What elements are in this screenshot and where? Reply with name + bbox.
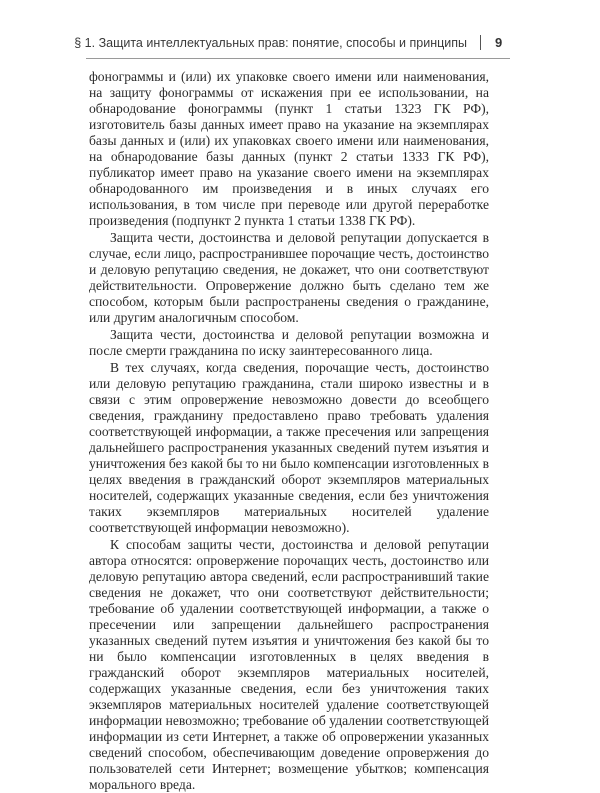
paragraph: В тех случаях, когда сведения, порочащие честь, достоинство или деловую репутацию гражданина, стали широко известны и в связи с этим опровержение невозможно довести до всеобщего сведения, гражданину предоставлено право требовать удаления соответствующей информации, а также пресечения или запрещения дальнейшего распространения указанных сведений путем изъятия и уничтожения без какой бы то ни было компенсации изготовленных в целях введения в гражданский оборот экземпляров материальных носителей, содержащих указанные сведения, если без уничтожения таких экземпляров материальных носителей удаление соответствующей информации невозможно). [89,360,489,535]
paragraph: Защита чести, достоинства и деловой репутации допускается в случае, если лицо, распространившее порочащие честь, достоинство и деловую репутацию сведения, не докажет, что они соответствуют действительности. Опровержение должно быть сделано тем же способом, которым были распространены сведения о гражданине, или другим аналогичным способом. [89,230,489,325]
paragraph: К способам защиты чести, достоинства и деловой репутации автора относятся: опровержение порочащих честь, достоинство или деловую репутацию автора сведений, если распространивший такие сведения не докажет, что они соответствуют действительности; требование об удалении соответствующей информации, а также о пресечении или запрещении дальнейшего распространения указанных сведений путем изъятия и уничтожения без какой бы то ни было компенсации изготовленных в целях введения в гражданский оборот экземпляров материальных носителей, содержащих указанные сведения, если без уничтожения таких экземпляров материальных носителей удаление соответствующей информации невозможно; требование об удалении соответствующей информации из сети Интернет, а также об опровержении указанных сведений способом, обеспечивающим доведение опровержения до пользователей сети Интернет; возмещение убытков; компенсация морального вреда. [89,537,489,792]
body-text [89,69,489,793]
paragraph: Защита чести, достоинства и деловой репутации возможна и после смерти гражданина по иску заинтересованного лица. [89,327,489,358]
section-title: § 1. Защита интеллектуальных прав: понятие, способы и принципы [74,36,467,50]
running-head [0,34,600,54]
page-number: 9 [495,35,503,50]
paragraph-continuation: фонограммы и (или) их упаковке своего имени или наименования, на защиту фонограммы от искажения при ее использовании, на обнародование фонограммы (пункт 1 статьи 1323 ГК РФ), изготовитель базы данных имеет право на указание на экземплярах базы данных и (или) их упаковках своего имени или наименования, на обнародование базы данных (пункт 2 статьи 1333 ГК РФ), публикатор имеет право на указание своего имени на экземплярах обнародованного им произведения и в иных случаях его использования, в том числе при переводе или другой переработке произведения (подпункт 2 пункта 1 статьи 1338 ГК РФ). [89,69,489,228]
header-separator [480,35,481,50]
header-rule [86,58,510,59]
